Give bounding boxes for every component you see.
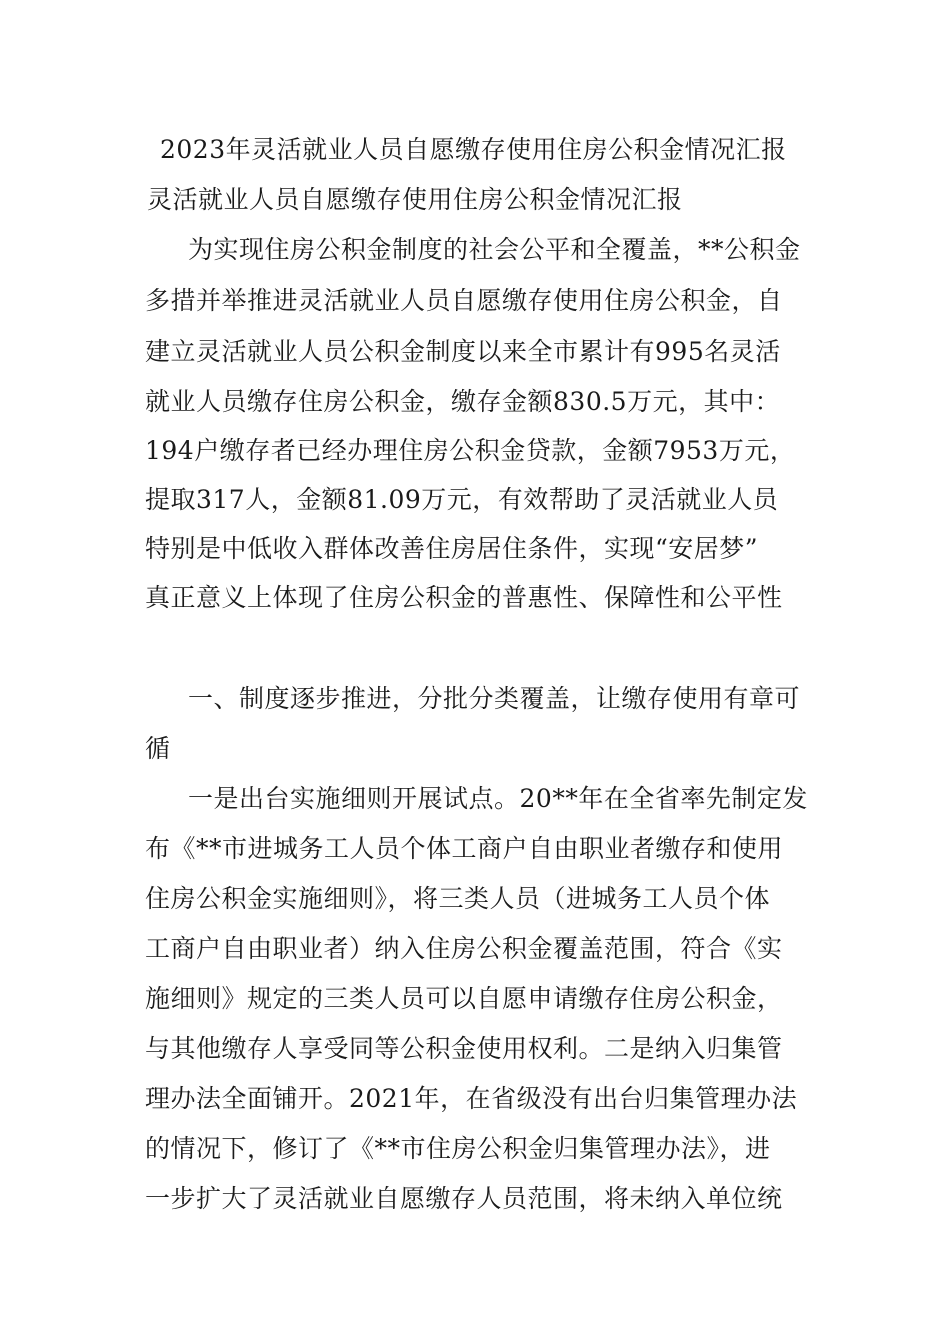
paragraph-line: 就业人员缴存住房公积金，缴存金额830.5万元，其中：	[145, 387, 781, 416]
paragraph-line: 194户缴存者已经办理住房公积金贷款，金额7953万元，	[145, 436, 796, 465]
document-subtitle: 灵活就业人员自愿缴存使用住房公积金情况汇报	[147, 185, 683, 214]
paragraph-line: 真正意义上体现了住房公积金的普惠性、保障性和公平性	[145, 583, 783, 612]
section-heading-continuation: 循	[145, 734, 171, 763]
paragraph-line: 理办法全面铺开。2021年，在省级没有出台归集管理办法	[145, 1084, 798, 1113]
paragraph-line: 多措并举推进灵活就业人员自愿缴存使用住房公积金，自	[145, 286, 783, 315]
paragraph-line: 工商户自由职业者）纳入住房公积金覆盖范围，符合《实	[145, 934, 783, 963]
paragraph-line: 为实现住房公积金制度的社会公平和全覆盖，**公积金	[188, 235, 801, 264]
paragraph-line: 提取317人，金额81.09万元，有效帮助了灵活就业人员	[145, 485, 779, 514]
paragraph-line: 施细则》规定的三类人员可以自愿申请缴存住房公积金，	[145, 984, 783, 1013]
paragraph-line: 住房公积金实施细则》，将三类人员（进城务工人员个体	[145, 884, 771, 913]
paragraph-line: 与其他缴存人享受同等公积金使用权利。二是纳入归集管	[145, 1034, 783, 1063]
paragraph-line: 布《**市进城务工人员个体工商户自由职业者缴存和使用	[145, 834, 784, 863]
document-title: 2023年灵活就业人员自愿缴存使用住房公积金情况汇报	[160, 135, 787, 164]
paragraph-line: 一步扩大了灵活就业自愿缴存人员范围，将未纳入单位统	[145, 1184, 783, 1213]
paragraph-line: 建立灵活就业人员公积金制度以来全市累计有995名灵活	[145, 337, 781, 366]
section-heading: 一、制度逐步推进，分批分类覆盖，让缴存使用有章可	[188, 684, 801, 713]
paragraph-line: 特别是中低收入群体改善住房居住条件，实现“安居梦”	[145, 534, 759, 563]
paragraph-line: 一是出台实施细则开展试点。20**年在全省率先制定发	[188, 784, 808, 813]
paragraph-line: 的情况下，修订了《**市住房公积金归集管理办法》，进	[145, 1134, 771, 1163]
